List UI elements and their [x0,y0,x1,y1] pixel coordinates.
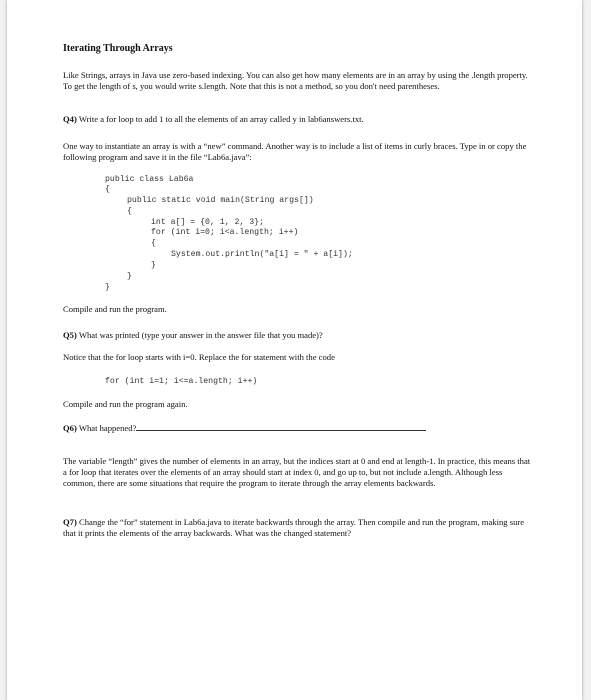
code-line: System.out.println("a[i] = " + a[i]); [171,250,353,259]
code-line: { [151,239,156,248]
length-paragraph: The variable “length” gives the number of elements in an array, but the indices start at 0 and end at length-1. In practice, this means that a for loop that iterates over the elements of an array should start at index 0, and go up to, but not include a.length. Although less common, there are some situations that require the program to iterate through the array elements backwards. [63,456,531,488]
question-7-text: Change the “for” statement in Lab6a.java to iterate backwards through the array. Then compile and run the program, making sure that it prints the elements of the array backwards. What was the changed statement? [63,517,525,538]
replacement-code: for (int i=1; i<=a.length; i++) [105,377,258,386]
question-4 [63,114,364,125]
question-7-number: Q7) [63,517,77,527]
section-title: Iterating Through Arrays [63,43,173,54]
question-5 [63,330,323,341]
question-4-number: Q4) [63,114,77,124]
code-line: } [127,272,132,281]
question-6-text: What happened? [78,423,137,433]
question-7 [63,517,533,539]
question-6-number: Q6) [63,423,77,433]
notice-text: Notice that the for loop starts with i=0. Replace the for statement with the code [63,352,335,362]
code-line: { [105,185,110,194]
question-5-number: Q5) [63,330,77,340]
code-line: { [127,207,132,216]
code-line: } [151,261,156,270]
code-line: for (int i=0; i<a.length; i++) [151,228,299,237]
question-4-text: Write a for loop to add 1 to all the elements of an array called y in lab6answers.txt. [78,114,364,124]
code-line: } [105,283,110,292]
question-5-text: What was printed (type your answer in the answer file that you made)? [78,330,323,340]
code-line: int a[] = {0, 1, 2, 3}; [151,218,265,227]
compile-instruction-2: Compile and run the program again. [63,399,188,409]
document-page [7,0,582,700]
code-line: public class Lab6a [105,175,194,184]
compile-instruction-1: Compile and run the program. [63,304,167,314]
instantiate-paragraph: One way to instantiate an array is with a “new” command. Another way is to include a list of items in curly braces. Type in or copy the following program and save it in the file “Lab6a.java”: [63,141,527,162]
code-line: public static void main(String args[]) [127,196,314,205]
intro-paragraph: Like Strings, arrays in Java use zero-based indexing. You can also get how many elements are in an array by using the .length property. To get the length of s, you would write s.length. Note that this is not a method, so you don't need parentheses. [63,70,528,91]
answer-blank-line [136,421,426,431]
question-6 [63,421,426,434]
